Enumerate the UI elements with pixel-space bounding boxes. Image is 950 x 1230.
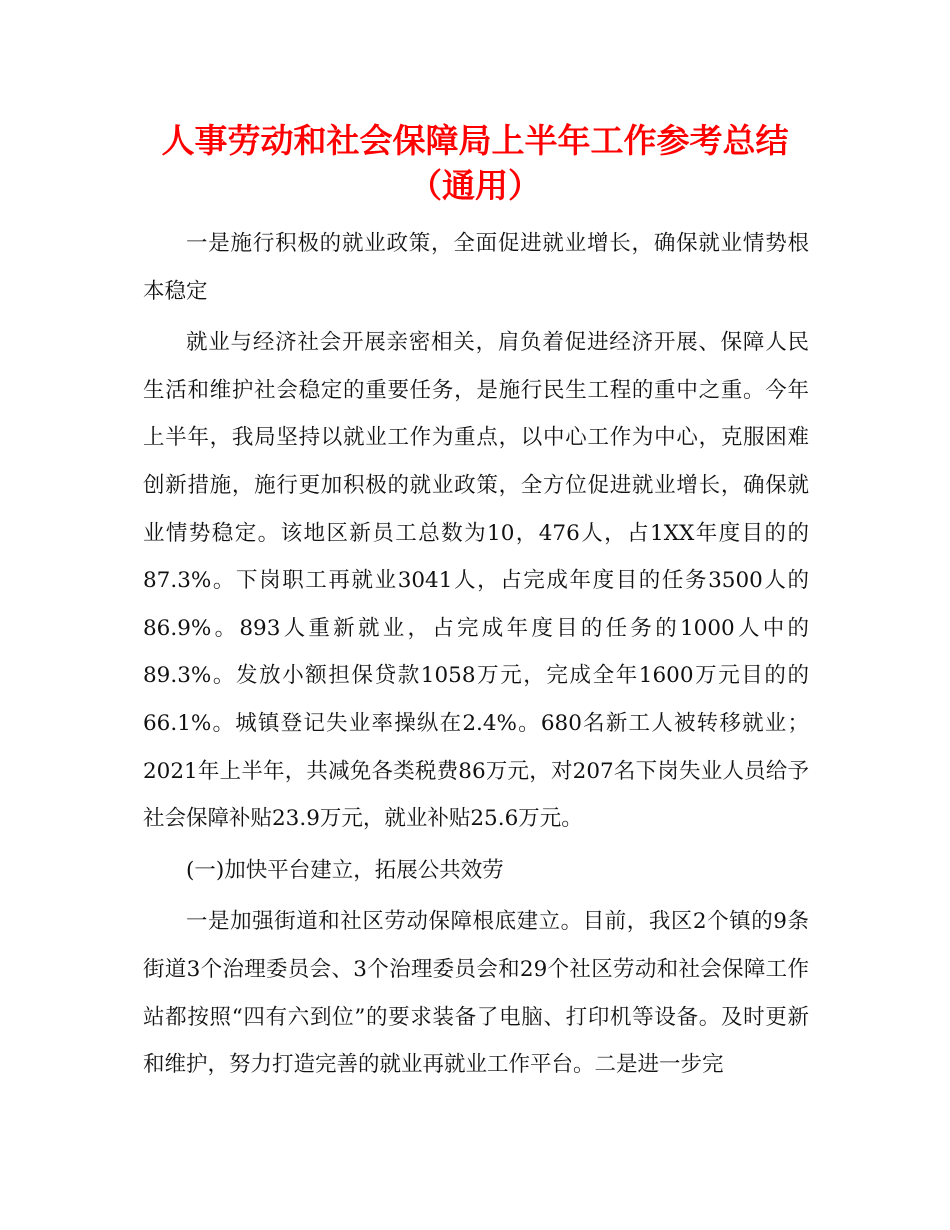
document-title: 人事劳动和社会保障局上半年工作参考总结（通用） [161,121,789,205]
paragraph-subsection-heading: (一)加快平台建立，拓展公共效劳 [186,857,504,883]
paragraph-platform-building: 一是加强街道和社区劳动保障根底建立。目前，我区2个镇的9条街道3个治理委员会、3个治理委员会和29个社区劳动和社会保障工作站都按照“四有六到位”的要求装备了电脑、打印机等设备。及时更新和维护，努力打造完善的就业再就业工作平台。二是进一步完 [143,909,809,1078]
paragraph-section-heading: 一是施行积极的就业政策，全面促进就业增长，确保就业情势根本稳定 [143,231,809,304]
document-body [143,220,809,1093]
paragraph-employment-summary: 就业与经济社会开展亲密相关，肩负着促进经济开展、保障人民生活和维护社会稳定的重要任务，是施行民生工程的重中之重。今年上半年，我局坚持以就业工作为重点，以中心工作为中心，克服困难创新措施，施行更加积极的就业政策，全方位促进就业增长，确保就业情势稳定。该地区新员工总数为10，476人，占1XX年度目的的87.3%。下岗职工再就业3041人，占完成年度目的任务3500人的86.9%。893人重新就业，占完成年度目的任务的1000人中的89.3%。发放小额担保贷款1058万元，完成全年1600万元目的的66.1%。城镇登记失业率操纵在2.4%。680名新工人被转移就业；2021年上半年，共减免各类税费86万元，对207名下岗失业人员给予社会保障补贴23.9万元，就业补贴25.6万元。 [143,330,809,832]
